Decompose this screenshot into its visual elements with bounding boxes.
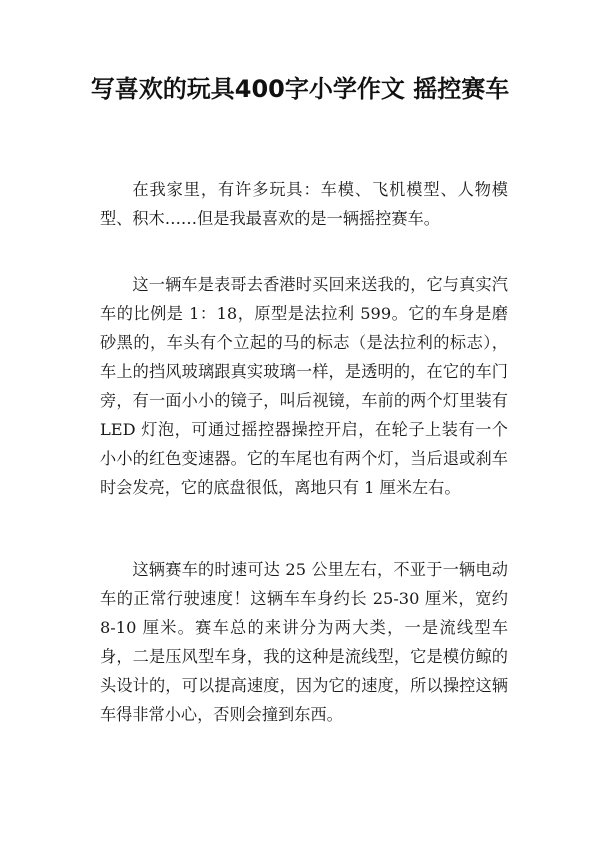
document-title: 写喜欢的玩具400字小学作文 摇控赛车 [90,75,510,103]
paragraph-intro: 在我家里，有许多玩具：车模、飞机模型、人物模型、积木……但是我最喜欢的是一辆摇控赛车。 [100,180,508,228]
paragraph-speed: 这辆赛车的时速可达 25 公里左右，不亚于一辆电动车的正常行驶速度！这辆车车身约长 25-30 厘米，宽约 8-10 厘米。赛车总的来讲分为两大类，一是流线型车身，二是压风型车身，我的这种是流线型，它是模仿鲸的头设计的，可以提高速度，因为它的速度，所以操控这辆车得非常小心，否则会撞到东西。 [100,560,508,724]
paragraph-description: 这一辆车是表哥去香港时买回来送我的，它与真实汽车的比例是 1：18，原型是法拉利 599。它的车身是磨砂黑的，车头有个立起的马的标志（是法拉利的标志），车上的挡风玻璃跟真实玻璃一样，是透明的，在它的车门旁，有一面小小的镜子，叫后视镜，车前的两个灯里装有 LED 灯泡，可通过摇控器操控开启，在轮子上装有一个小小的红色变速器。它的车尾也有两个灯，当后退或刹车时会发亮，它的底盘很低，离地只有 1 厘米左右。 [100,275,508,497]
